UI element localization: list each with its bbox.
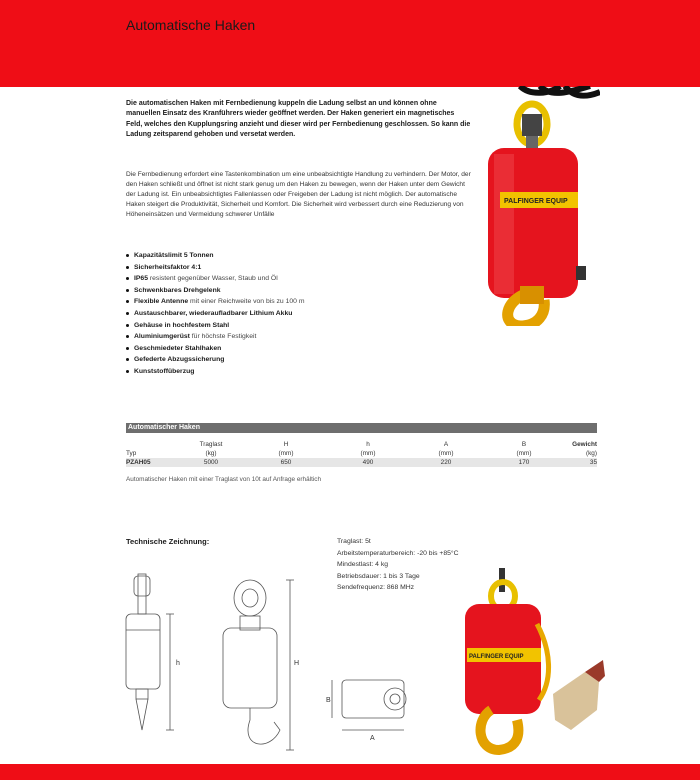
column-header: B (521, 441, 527, 448)
table-note: Automatischer Haken mit einer Traglast von 10t auf Anfrage erhältich (126, 476, 322, 483)
hook-in-use-image (455, 560, 605, 760)
column-header: Gewicht (572, 441, 597, 448)
spec-item: Sendefrequenz: 868 MHz (337, 584, 415, 592)
table-cell: 650 (280, 459, 292, 466)
table-unit: (kg) (205, 450, 217, 457)
spec-item: Traglast: 5t (337, 538, 371, 545)
column-header: Traglast (199, 441, 223, 448)
feature-item: Flexible Antenne mit einer Reichweite von bis zu 100 m (126, 296, 305, 308)
column-header: H (283, 441, 289, 448)
feature-item: Sicherheitsfaktor 4:1 (126, 262, 305, 274)
column-header: h (366, 441, 370, 448)
table-units-row (126, 449, 597, 458)
page-title: Automatische Haken (126, 17, 256, 33)
brand-label: PALFINGER EQUIP (504, 198, 568, 205)
feature-item: Aluminiumgerüst für höchste Festigkeit (126, 331, 305, 343)
technical-drawing-label: Technische Zeichnung: (126, 537, 210, 546)
feature-item: Geschmiedeter Stahlhaken (126, 343, 305, 355)
table-cell: PZAH05 (126, 459, 151, 466)
header-bar (0, 0, 700, 87)
column-header: A (443, 441, 449, 448)
table-cell: 220 (440, 459, 452, 466)
table-unit: (mm) (278, 450, 294, 457)
spec-item: Mindestlast: 4 kg (337, 561, 388, 569)
intro-paragraph: Die automatischen Haken mit Fernbedienung kuppeln die Ladung selbst an und können ohne manuellen Einsatz des Kranführers wieder geöffnet werden. Der Haken generiert ein magnetisches Feld, welches den Kupplungsring anzieht und dieser wird per Fernbedienung geschlossen. So kann die Ladung zeitsparend gehoben und versetat werden. (126, 100, 471, 139)
dimension-label-A: A (370, 735, 375, 742)
table-unit: (kg) (585, 450, 597, 457)
hook-product-image (480, 86, 600, 326)
brand-label: PALFINGER EQUIP (469, 654, 524, 660)
feature-list (126, 250, 305, 378)
table-cell: 35 (589, 459, 597, 466)
table-cell: 170 (518, 459, 530, 466)
footer-bar (0, 764, 700, 780)
spec-item: Arbeitstemperaturbereich: -20 bis +85°C (337, 549, 459, 557)
spec-item: Betriebsdauer: 1 bis 3 Tage (337, 572, 420, 580)
feature-item: Gehäuse in hochfestem Stahl (126, 320, 305, 332)
dimension-label-h: h (176, 660, 180, 667)
table-unit: (mm) (516, 450, 532, 457)
dimension-label-B: B (326, 697, 331, 704)
feature-item: Kunststoffüberzug (126, 366, 305, 378)
feature-item: Schwenkbares Drehgelenk (126, 285, 305, 297)
table-unit: Typ (126, 450, 137, 457)
table-row (126, 458, 597, 467)
table-title: Automatischer Haken (126, 423, 597, 433)
table-cell: 5000 (203, 459, 219, 466)
feature-item: Kapazitätslimit 5 Tonnen (126, 250, 305, 262)
feature-item: Austauschbarer, wiederaufladbarer Lithium Akku (126, 308, 305, 320)
technical-drawing (110, 570, 440, 755)
feature-item: IP65 resistent gegenüber Wasser, Staub und Öl (126, 273, 305, 285)
feature-item: Gefederte Abzugssicherung (126, 354, 305, 366)
table-unit: (mm) (360, 450, 376, 457)
table-header-row (126, 440, 597, 449)
dimension-label-H: H (294, 660, 300, 667)
body-paragraph: Die Fernbedienung erfordert eine Tastenkombination um eine unbeabsichtigte Handlung zu verhindern. Der Motor, der den Haken schließt und öffnet ist nicht stark genug um den Haken zu bewegen, wenn der Haken unter dem Gewicht der Ladung ist. Ein unbeabsichtigtes Fallenlassen oder Freigeben der Ladung ist nicht möglich. Der automatische Haken steigert die Produktivität, Sicherheit und Komfort. Die Sicherheit wird verbessert durch eine Reduzierung von Höheneinsätzen und Vermeidung schwerer Unfälle (126, 171, 471, 219)
table-cell: 490 (362, 459, 374, 466)
table-unit: (mm) (438, 450, 454, 457)
